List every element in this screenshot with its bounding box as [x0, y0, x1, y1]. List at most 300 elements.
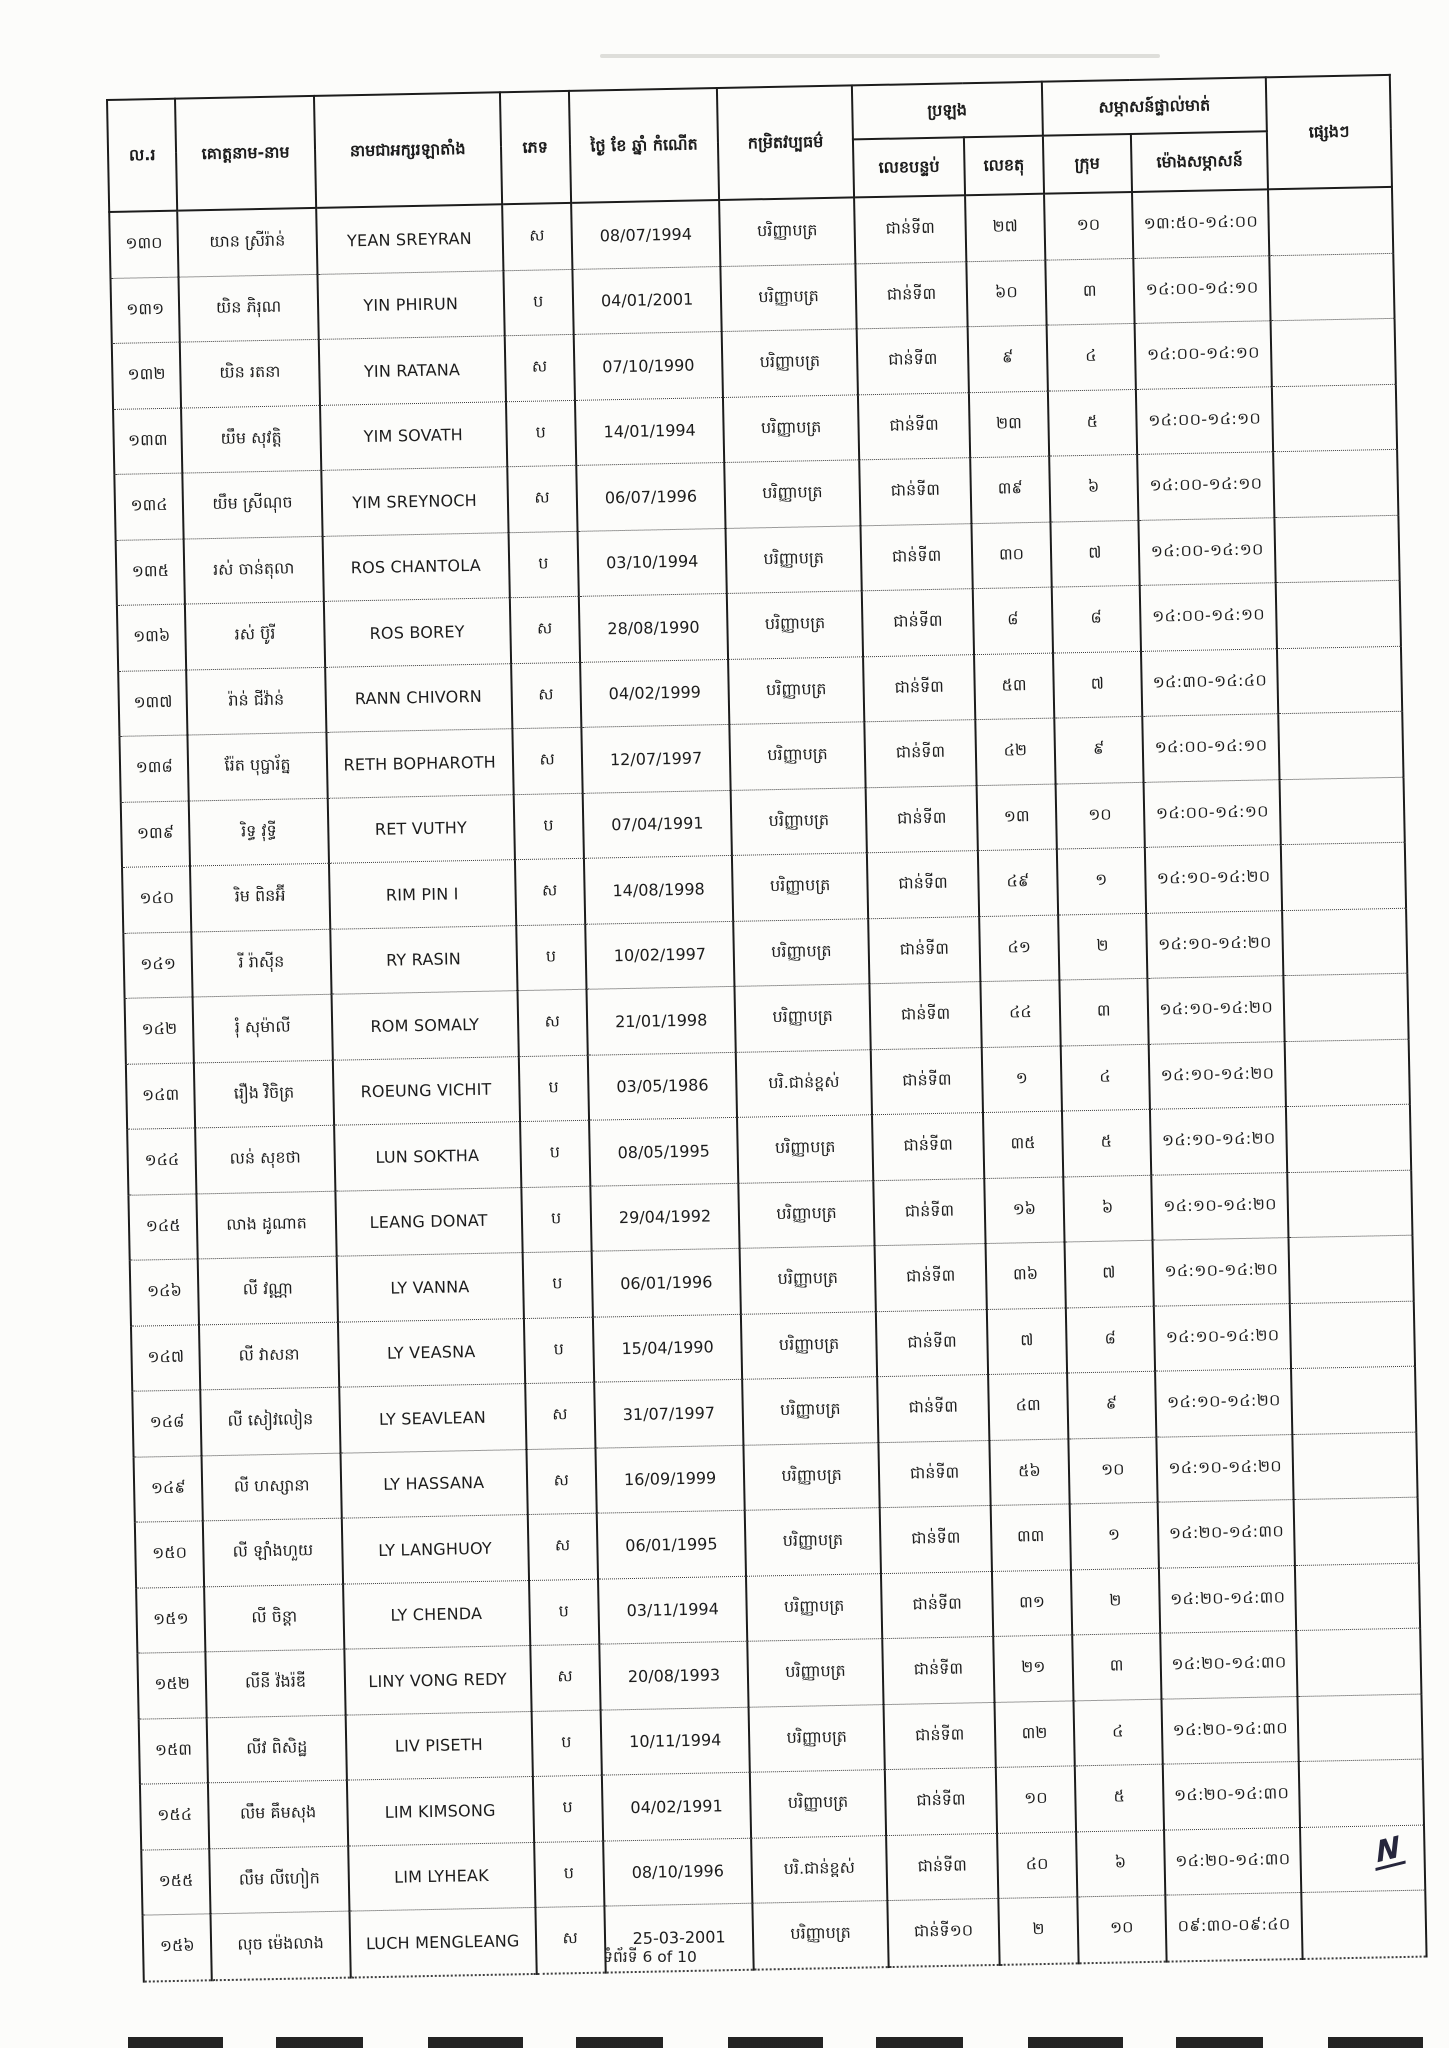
cell-room: ជាន់ទី៣ [885, 1767, 998, 1835]
cell-time: ១៤:១០-១៤:២០ [1152, 1238, 1290, 1306]
cell-name_latin: RANN CHIVORN [325, 663, 512, 732]
cell-dob: 03/11/1994 [598, 1576, 748, 1644]
cell-no: ១៥០ [135, 1521, 205, 1588]
cell-sex: ប [518, 1055, 589, 1122]
cell-room: ជាន់ទី៣ [855, 261, 968, 329]
cell-dob: 08/07/1994 [571, 200, 721, 269]
header-other: ផ្សេងៗ [1266, 75, 1392, 189]
cell-time: ១៤:៣០-១៤:៤០ [1141, 648, 1279, 716]
cell-group: ៦ [1063, 1175, 1153, 1242]
cell-dob: 25-03-2001 [604, 1903, 754, 1972]
cell-name_kh: រ៉ែត បុប្ផារ័ត្ន [188, 732, 328, 800]
cell-sex: ស [511, 662, 582, 729]
cell-room: ជាន់ទី៣ [863, 654, 976, 722]
cell-group: ៥ [1062, 1109, 1152, 1176]
scan-artifact-top [600, 54, 1160, 58]
cell-other [1295, 1563, 1420, 1631]
header-no: ល.រ [107, 99, 177, 212]
cell-other [1298, 1694, 1423, 1762]
cell-education: បរិញ្ញាបត្រ [744, 1442, 880, 1510]
cell-dob: 07/04/1991 [582, 790, 732, 858]
cell-dob: 16/09/1999 [595, 1445, 745, 1513]
cell-other [1271, 318, 1396, 386]
cell-time: ១៤:០០-១៤:១០ [1136, 386, 1274, 454]
header-name-latin: នាមជាអក្សរឡាតាំង [314, 92, 502, 208]
cell-name_kh: យិន រតនា [180, 339, 320, 407]
cell-education: បរិញ្ញាបត្រ [719, 197, 855, 266]
cell-dob: 20/08/1993 [599, 1641, 749, 1709]
cell-dob: 03/05/1986 [588, 1052, 738, 1120]
cell-education: បរិញ្ញាបត្រ [730, 722, 866, 790]
cell-education: បរិញ្ញាបត្រ [728, 656, 864, 724]
cell-other [1283, 908, 1408, 976]
cell-dob: 29/04/1992 [590, 1183, 740, 1251]
cell-name_latin: ROM SOMALY [331, 991, 518, 1060]
cell-room: ជាន់ទី៣ [865, 785, 978, 853]
cell-education: បរិញ្ញាបត្រ [726, 525, 862, 593]
cell-time: ១៤:០០-១៤:១០ [1143, 779, 1281, 847]
cell-group: ៤ [1060, 1044, 1150, 1111]
cell-dob: 28/08/1990 [579, 593, 729, 661]
cell-desk: ៤២ [976, 718, 1056, 785]
cell-no: ១៤៦ [130, 1259, 200, 1326]
cell-sex: ស [525, 1382, 596, 1449]
cell-no: ១៣៩ [121, 801, 191, 868]
cell-name_latin: LEANG DONAT [335, 1187, 522, 1256]
cell-sex: ប [531, 1710, 602, 1777]
header-room-number: លេខបន្ទប់ [853, 137, 966, 197]
cell-name_kh: យាន ស្រីរ៉ាន់ [177, 208, 317, 277]
cell-group: ៥ [1047, 389, 1137, 456]
cell-no: ១៥៦ [143, 1914, 213, 1981]
table-body [109, 187, 1426, 1981]
cell-no: ១៥២ [137, 1652, 207, 1719]
cell-other [1290, 1301, 1415, 1369]
cell-room: ជាន់ទី៣ [876, 1309, 989, 1377]
cell-group: ៣ [1045, 258, 1135, 325]
cell-no: ១៤៨ [132, 1390, 202, 1457]
cell-name_latin: ROS BOREY [324, 598, 511, 667]
cell-group: ៦ [1049, 454, 1139, 521]
cell-time: ១៤:២០-១៤:៣០ [1161, 1696, 1299, 1764]
cell-name_kh: លី សៀវលៀន [201, 1387, 341, 1455]
cell-education: បរិញ្ញាបត្រ [732, 853, 868, 921]
cell-name_kh: លី វណ្ណា [198, 1256, 338, 1324]
cell-other [1272, 384, 1397, 452]
cell-no: ១៣២ [112, 342, 182, 409]
cell-other [1285, 1039, 1410, 1107]
cell-dob: 31/07/1997 [594, 1379, 744, 1447]
cell-room: ជាន់ទី៣ [871, 1047, 984, 1115]
cell-education: បរិញ្ញាបត្រ [727, 591, 863, 659]
cell-name_latin: LY VEASNA [338, 1318, 525, 1387]
cell-room: ជាន់ទី៣ [882, 1636, 995, 1704]
cell-sex: ប [534, 1841, 605, 1908]
cell-sex: ស [535, 1906, 606, 1973]
cell-time: ០៩:៣០-០៩:៤០ [1165, 1892, 1303, 1961]
header-sex: ភេទ [499, 91, 570, 204]
cell-education: បរិញ្ញាបត្រ [735, 984, 871, 1052]
cell-dob: 04/01/2001 [572, 266, 722, 334]
cell-desk: ៩ [968, 325, 1048, 392]
cell-sex: ប [513, 793, 584, 860]
cell-other [1294, 1497, 1419, 1565]
cell-time: ១៣:៥០-១៤:០០ [1132, 189, 1270, 258]
cell-no: ១៣៨ [119, 735, 189, 802]
cell-education: បរិញ្ញាបត្រ [739, 1180, 875, 1248]
cell-other [1289, 1235, 1414, 1303]
cell-no: ១៣១ [110, 277, 180, 344]
cell-sex: ស [526, 1448, 597, 1515]
cell-time: ១៤:២០-១៤:៣០ [1159, 1565, 1297, 1633]
cell-name_latin: YIN RATANA [319, 336, 506, 405]
scan-artifact-bottom-edge [128, 2037, 1449, 2048]
cell-other [1300, 1825, 1425, 1893]
cell-time: ១៤:០០-១៤:១០ [1140, 583, 1278, 651]
candidate-roster-table-wrap [106, 74, 1428, 1982]
cell-room: ជាន់ទី១០ [887, 1898, 1000, 1966]
cell-other [1276, 580, 1401, 648]
handwritten-initial: N [1373, 1830, 1406, 1871]
cell-name_latin: ROS CHANTOLA [322, 532, 509, 601]
cell-name_kh: រឿង វិចិត្រ [194, 1060, 334, 1128]
cell-name_kh: លីនី វ៉ងរ៉ឌី [206, 1649, 346, 1717]
cell-room: ជាន់ទី៣ [858, 392, 971, 460]
cell-other [1286, 1104, 1411, 1172]
cell-room: ជាន់ទី៣ [869, 982, 982, 1050]
cell-sex: ប [505, 400, 576, 467]
cell-name_latin: LINY VONG REDY [344, 1646, 531, 1715]
candidate-roster-table [106, 74, 1428, 1982]
cell-sex: ស [504, 334, 575, 401]
cell-name_kh: លុច ម៉េងលាង [211, 1911, 351, 1980]
cell-education: បរិញ្ញាបត្រ [746, 1573, 882, 1641]
cell-no: ១៣៤ [114, 473, 184, 540]
cell-group: ៦ [1076, 1830, 1166, 1897]
cell-desk: ៣១ [992, 1569, 1072, 1636]
cell-room: ជាន់ទី៣ [886, 1833, 999, 1901]
cell-education: បរិ.ជាន់ខ្ពស់ [751, 1835, 887, 1903]
header-desk-number: លេខតុ [964, 136, 1043, 196]
cell-dob: 10/02/1997 [585, 921, 735, 989]
cell-room: ជាន់ទី៣ [877, 1374, 990, 1442]
cell-time: ១៤:១០-១៤:២០ [1156, 1434, 1294, 1502]
cell-desk: ៣២ [995, 1700, 1075, 1767]
cell-other [1281, 842, 1406, 910]
cell-name_latin: YIM SREYNOCH [321, 467, 508, 536]
cell-group: ១ [1056, 847, 1146, 914]
cell-name_latin: RIM PIN I [329, 860, 516, 929]
cell-name_latin: LY LANGHUOY [342, 1515, 529, 1584]
cell-room: ជាន់ទី៣ [854, 195, 967, 263]
cell-sex: ស [530, 1644, 601, 1711]
cell-desk: ២១ [994, 1635, 1074, 1702]
cell-education: បរិញ្ញាបត្រ [753, 1901, 889, 1970]
cell-education: បរិ.ជាន់ខ្ពស់ [736, 1049, 872, 1117]
cell-other [1270, 253, 1395, 321]
cell-dob: 04/02/1999 [580, 659, 730, 727]
cell-desk: ៤០ [997, 1831, 1077, 1898]
cell-sex: ស [507, 465, 578, 532]
cell-desk: ១០ [996, 1766, 1076, 1833]
cell-desk: ១៣ [977, 784, 1057, 851]
cell-room: ជាន់ទី៣ [868, 916, 981, 984]
cell-dob: 03/10/1994 [577, 528, 727, 596]
cell-group: ៤ [1073, 1699, 1163, 1766]
cell-education: បរិញ្ញាបត្រ [740, 1246, 876, 1314]
cell-dob: 06/01/1995 [597, 1510, 747, 1578]
cell-desk: ៤១ [979, 915, 1059, 982]
cell-other [1268, 187, 1393, 255]
cell-dob: 06/07/1996 [576, 462, 726, 530]
cell-education: បរិញ្ញាបត្រ [723, 394, 859, 462]
cell-time: ១៤:២០-១៤:៣០ [1160, 1631, 1298, 1699]
cell-room: ជាន់ទី៣ [864, 720, 977, 788]
header-team: ក្រុម [1042, 134, 1131, 194]
cell-sex: ស [512, 727, 583, 794]
cell-name_kh: យឹម សុវត្តិ [181, 405, 321, 473]
cell-education: បរិញ្ញាបត្រ [734, 918, 870, 986]
cell-no: ១៥១ [136, 1586, 206, 1653]
cell-time: ១៤:០០-១៤:១០ [1138, 517, 1276, 585]
cell-name_kh: រស់ ប៊ូរី [185, 601, 325, 669]
cell-no: ១៤៤ [127, 1128, 197, 1195]
cell-room: ជាន់ទី៣ [880, 1505, 993, 1573]
cell-group: ៤ [1046, 323, 1136, 390]
cell-dob: 12/07/1997 [581, 724, 731, 792]
cell-dob: 10/11/1994 [600, 1707, 750, 1775]
cell-no: ១៣៣ [113, 408, 183, 475]
cell-desk: ៣៦ [986, 1242, 1066, 1309]
cell-other [1279, 711, 1404, 779]
cell-name_latin: RET VUTHY [327, 794, 514, 863]
cell-desk: ២៧ [965, 194, 1045, 262]
cell-name_kh: រុំ សុម៉ាលី [193, 994, 333, 1062]
cell-sex: ស [502, 203, 573, 270]
cell-name_latin: RETH BOPHAROTH [326, 729, 513, 798]
cell-other [1297, 1628, 1422, 1696]
cell-name_latin: LY CHENDA [343, 1580, 530, 1649]
cell-desk: ២៣ [969, 391, 1049, 458]
header-interview-group: សម្ភាសន៍ផ្ទាល់មាត់ [1041, 77, 1267, 135]
cell-name_latin: LIV PISETH [345, 1711, 532, 1780]
cell-time: ១៤:១០-១៤:២០ [1147, 976, 1285, 1044]
cell-dob: 08/05/1995 [589, 1117, 739, 1185]
cell-dob: 14/08/1998 [584, 855, 734, 923]
cell-other [1302, 1890, 1427, 1958]
cell-other [1275, 515, 1400, 583]
cell-desk: ៣៥ [983, 1111, 1063, 1178]
cell-time: ១៤:០០-១៤:១០ [1133, 255, 1271, 323]
cell-name_kh: លីវ ពិសិដ្ឋ [207, 1715, 347, 1783]
cell-group: ៩ [1067, 1371, 1157, 1438]
cell-dob: 14/01/1994 [575, 397, 725, 465]
cell-sex: ប [522, 1251, 593, 1318]
cell-group: ៧ [1064, 1240, 1154, 1307]
cell-desk: ៣៩ [970, 456, 1050, 523]
cell-desk: ៥៣ [974, 653, 1054, 720]
cell-desk: ៤៣ [988, 1373, 1068, 1440]
cell-group: ៣ [1059, 978, 1149, 1045]
cell-name_kh: លឹម លីហៀក [209, 1846, 349, 1914]
header-dob: ថ្ងៃ ខែ ឆ្នាំ កំណើត [569, 88, 720, 203]
cell-no: ១៣៥ [116, 539, 186, 606]
cell-room: ជាន់ទី៣ [874, 1244, 987, 1312]
cell-sex: ប [529, 1579, 600, 1646]
cell-desk: ៥៦ [990, 1438, 1070, 1505]
cell-desk: ៣៣ [991, 1504, 1071, 1571]
cell-name_latin: LIM LYHEAK [348, 1842, 535, 1911]
cell-room: ជាន់ទី៣ [862, 589, 975, 657]
page-number-footer: ទំព័រទី 6 of 10 [603, 1948, 697, 1966]
cell-time: ១៤:២០-១៤:៣០ [1163, 1761, 1301, 1829]
cell-name_latin: LY SEAVLEAN [339, 1384, 526, 1453]
cell-no: ១៥៥ [141, 1848, 211, 1915]
cell-name_kh: រិទ្ធ វុទ្ធី [189, 798, 329, 866]
cell-group: ១០ [1068, 1437, 1158, 1504]
cell-no: ១៥៤ [140, 1783, 210, 1850]
cell-name_latin: LUN SOKTHA [334, 1122, 521, 1191]
cell-room: ជាន់ទី៣ [857, 327, 970, 395]
header-education: កម្រិតវប្បធម៌ [717, 85, 854, 200]
cell-name_latin: YIM SOVATH [320, 401, 507, 470]
cell-desk: ៤៤ [981, 980, 1061, 1047]
cell-name_latin: LY HASSANA [340, 1449, 527, 1518]
cell-education: បរិញ្ញាបត្រ [721, 263, 857, 331]
cell-time: ១៤:១០-១៤:២០ [1150, 1107, 1288, 1175]
cell-name_kh: លី ចិន្តា [204, 1584, 344, 1652]
cell-name_latin: ROEUNG VICHIT [333, 1056, 520, 1125]
cell-group: ៨ [1065, 1306, 1155, 1373]
cell-time: ១៤:០០-១៤:១០ [1135, 321, 1273, 389]
cell-name_kh: រី រ៉ាស៊ីន [192, 929, 332, 997]
cell-sex: ស [517, 989, 588, 1056]
cell-group: ៧ [1050, 520, 1140, 587]
cell-time: ១៤:២០-១៤:៣០ [1158, 1500, 1296, 1568]
cell-time: ១៤:១០-១៤:២០ [1146, 910, 1284, 978]
cell-room: ជាន់ទី៣ [872, 1113, 985, 1181]
cell-education: បរិញ្ញាបត្រ [749, 1704, 885, 1772]
cell-no: ១៤៣ [126, 1062, 196, 1129]
cell-name_kh: យឹម ស្រីណុច [183, 470, 323, 538]
cell-sex: ប [508, 531, 579, 598]
cell-name_kh: រ៉ាន់ ជីវ៉ាន់ [186, 667, 326, 735]
cell-sex: ប [521, 1186, 592, 1253]
cell-no: ១៥៣ [139, 1717, 209, 1784]
cell-group: ១០ [1055, 782, 1145, 849]
cell-dob: 06/01/1996 [591, 1248, 741, 1316]
cell-sex: ប [520, 1120, 591, 1187]
cell-time: ១៤:១០-១៤:២០ [1151, 1172, 1289, 1240]
cell-no: ១៣០ [109, 211, 179, 278]
cell-room: ជាន់ទី៣ [873, 1178, 986, 1246]
cell-desk: ៧ [987, 1307, 1067, 1374]
cell-desk: ៣០ [972, 522, 1052, 589]
cell-no: ១៤៩ [134, 1455, 204, 1522]
cell-name_kh: លាង ដូណាត [197, 1191, 337, 1259]
cell-dob: 04/02/1991 [602, 1772, 752, 1840]
cell-dob: 08/10/1996 [603, 1838, 753, 1906]
cell-group: ២ [1058, 913, 1148, 980]
cell-room: ជាន់ទី៣ [859, 458, 972, 526]
cell-name_kh: យិន ភិរុណ [179, 274, 319, 342]
cell-other [1299, 1759, 1424, 1827]
cell-other [1292, 1366, 1417, 1434]
cell-education: បរិញ្ញាបត្រ [722, 329, 858, 397]
cell-name_kh: លី វាសនា [199, 1322, 339, 1390]
cell-sex: ស [509, 596, 580, 663]
cell-name_latin: YIN PHIRUN [317, 270, 504, 339]
cell-sex: ស [527, 1513, 598, 1580]
cell-dob: 21/01/1998 [586, 986, 736, 1054]
cell-name_kh: លី ហស្សានា [202, 1453, 342, 1521]
cell-education: បរិញ្ញាបត្រ [748, 1639, 884, 1707]
cell-sex: ស [514, 858, 585, 925]
cell-education: បរិញ្ញាបត្រ [741, 1311, 877, 1379]
cell-group: ២ [1071, 1568, 1161, 1635]
cell-desk: ៨ [973, 587, 1053, 654]
cell-education: បរិញ្ញាបត្រ [737, 1115, 873, 1183]
cell-time: ១៤:១០-១៤:២០ [1155, 1369, 1293, 1437]
cell-no: ១៤៥ [128, 1193, 198, 1260]
cell-other [1293, 1432, 1418, 1500]
cell-education: បរិញ្ញាបត្រ [731, 787, 867, 855]
cell-room: ជាន់ទី៣ [881, 1571, 994, 1639]
cell-other [1274, 449, 1399, 517]
cell-name_kh: រិម ពិនអ៊ី [190, 863, 330, 931]
cell-no: ១៤៧ [131, 1324, 201, 1391]
cell-dob: 15/04/1990 [593, 1314, 743, 1382]
cell-desk: ១ [982, 1046, 1062, 1113]
cell-group: ១ [1069, 1502, 1159, 1569]
cell-time: ១៤:២០-១៤:៣០ [1164, 1827, 1302, 1895]
cell-desk: ២ [999, 1897, 1079, 1965]
cell-desk: ៤៩ [978, 849, 1058, 916]
cell-desk: ៦០ [967, 260, 1047, 327]
cell-sex: ប [503, 269, 574, 336]
cell-desk: ១៦ [985, 1177, 1065, 1244]
cell-education: បរិញ្ញាបត្រ [750, 1770, 886, 1838]
cell-group: ៣ [1072, 1633, 1162, 1700]
header-interview-time: ម៉ោងសម្ភាសន៍ [1131, 131, 1269, 192]
cell-sex: ប [532, 1775, 603, 1842]
cell-group: ៩ [1054, 716, 1144, 783]
cell-group: ៨ [1051, 585, 1141, 652]
cell-group: ១០ [1077, 1895, 1167, 1963]
header-name-khmer: គោត្តនាម-នាម [175, 96, 316, 211]
cell-no: ១៤១ [123, 931, 193, 998]
cell-education: បរិញ្ញាបត្រ [725, 460, 861, 528]
cell-dob: 07/10/1990 [573, 332, 723, 400]
cell-room: ជាន់ទី៣ [883, 1702, 996, 1770]
cell-group: ៥ [1074, 1764, 1164, 1831]
cell-sex: ប [523, 1317, 594, 1384]
cell-no: ១៣៦ [117, 604, 187, 671]
cell-no: ១៣៧ [118, 670, 188, 737]
cell-education: បរិញ្ញាបត្រ [745, 1508, 881, 1576]
cell-other [1284, 973, 1409, 1041]
cell-sex: ប [516, 924, 587, 991]
cell-education: បរិញ្ញាបត្រ [743, 1377, 879, 1445]
cell-other [1277, 646, 1402, 714]
cell-name_latin: LY VANNA [336, 1253, 523, 1322]
cell-other [1280, 777, 1405, 845]
cell-time: ១៤:១០-១៤:២០ [1145, 845, 1283, 913]
cell-group: ១០ [1044, 192, 1134, 260]
cell-name_kh: លន់ សុខថា [195, 1125, 335, 1193]
cell-room: ជាន់ទី៣ [867, 851, 980, 919]
cell-other [1288, 1170, 1413, 1238]
